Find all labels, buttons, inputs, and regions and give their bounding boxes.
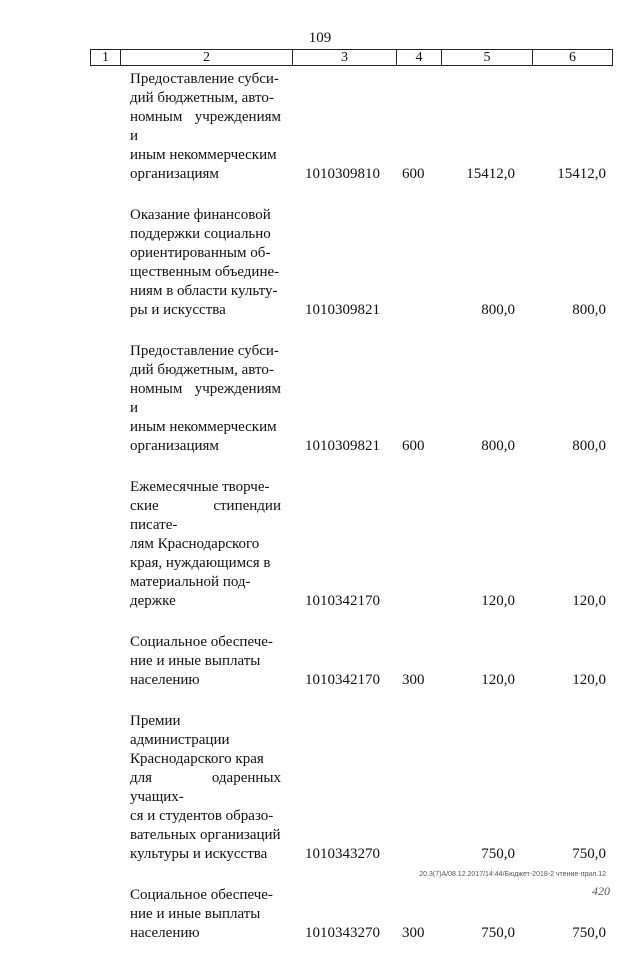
row-code: 1010309821 [305,302,380,318]
row-amount-col6: 750,0 [572,846,606,862]
footer-document-stamp: 20.3(7)А/08.12.2017/14:44/Бюджет-2018-2 чтение-прил.12 [419,871,606,878]
row-code: 1010343270 [305,925,380,941]
row-description: Предоставление субси- дий бюджетным, авто- номным учреждениям и иным некоммерческим организациям [130,343,281,454]
row-code: 1010343270 [305,846,380,862]
footer-sheet-number: 420 [592,884,610,898]
table-row [0,206,640,320]
row-amount-col5: 120,0 [481,672,515,688]
table-row [0,478,640,611]
row-amount-col6: 120,0 [572,593,606,609]
row-expense-type: 600 [402,438,425,454]
column-header-6: 6 [533,50,613,66]
row-code: 1010342170 [305,593,380,609]
row-expense-type: 600 [402,166,425,182]
column-header-table [90,49,613,66]
table-row [0,70,640,184]
row-amount-col5: 800,0 [481,302,515,318]
row-description: Предоставление субси- дий бюджетным, авто- номным учреждениям и иным некоммерческим организациям [130,71,281,182]
row-code: 1010342170 [305,672,380,688]
column-header-2: 2 [121,50,293,66]
row-amount-col5: 750,0 [481,846,515,862]
column-header-row [91,50,613,66]
budget-rows [0,70,640,965]
page-number: 109 [308,30,332,46]
row-description: Социальное обеспече- ние и иные выплаты населению [130,634,273,688]
row-expense-type: 300 [402,925,425,941]
row-amount-col5: 750,0 [481,925,515,941]
row-expense-type: 300 [402,672,425,688]
table-row [0,342,640,456]
row-code: 1010309821 [305,438,380,454]
table-row [0,886,640,943]
row-amount-col6: 800,0 [572,302,606,318]
row-amount-col6: 800,0 [572,438,606,454]
row-description: Социальное обеспече- ние и иные выплаты населению [130,887,273,941]
table-row [0,633,640,690]
row-amount-col5: 800,0 [481,438,515,454]
row-amount-col5: 15412,0 [466,166,515,182]
column-header-1: 1 [91,50,121,66]
row-amount-col6: 120,0 [572,672,606,688]
row-description: Ежемесячные творче- ские стипендии писате- лям Краснодарского края, нуждающимся в материальной под- держке [130,479,281,609]
column-header-3: 3 [293,50,397,66]
column-header-4: 4 [397,50,442,66]
row-description: Оказание финансовой поддержки социально ориентированным об- щественным объедине- ниям в области культу- ры и искусства [130,207,280,318]
row-amount-col5: 120,0 [481,593,515,609]
column-header-5: 5 [442,50,533,66]
row-amount-col6: 750,0 [572,925,606,941]
row-code: 1010309810 [305,166,380,182]
row-description: Премии администрации Краснодарского края для одаренных учащих- ся и студентов образо- вательных организаций культуры и искусства [130,713,281,862]
row-amount-col6: 15412,0 [557,166,606,182]
table-row [0,712,640,864]
